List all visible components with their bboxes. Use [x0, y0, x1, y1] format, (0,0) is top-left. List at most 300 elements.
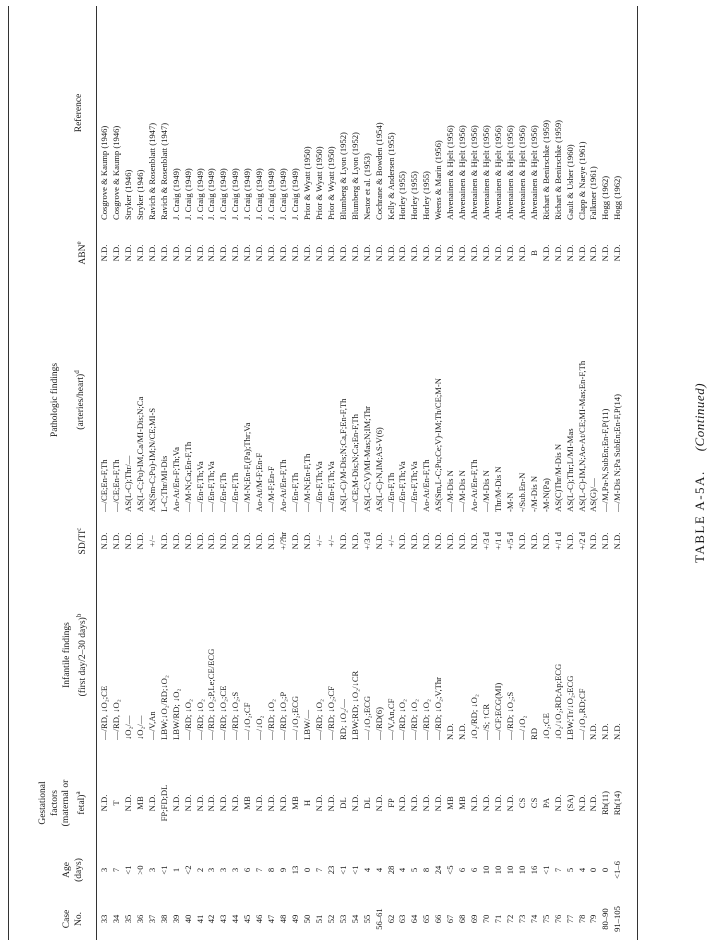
cell-gestational: N.D.	[349, 794, 360, 812]
cell-sdti: N.D.	[588, 532, 599, 550]
cell-gestational: DL	[337, 797, 348, 809]
cell-abn: N.D.	[492, 244, 503, 262]
table-row	[577, 6, 589, 940]
header-gestational: Gestational factors (maternal or fetal)$^a$	[38, 779, 87, 827]
header-infantile: Infantile findings (first day/2–30 days)$^b$	[62, 613, 88, 697]
cell-gestational: MB	[457, 796, 468, 810]
cell-age: 10	[492, 865, 503, 875]
cell-age: 3	[218, 867, 229, 873]
table-row	[242, 6, 254, 940]
cell-sdti: +/−	[385, 534, 396, 548]
cell-case: 48	[278, 914, 289, 924]
table-row	[565, 6, 577, 940]
cell-pathologic: —/En-F,Th	[218, 472, 229, 512]
cell-gestational: N.D.	[182, 794, 193, 812]
cell-reference: Cosgrove & Kaump (1946)	[110, 125, 121, 220]
cell-age: 3	[206, 867, 217, 873]
cell-gestational: DL	[361, 797, 372, 809]
cell-infantile: —/RD(6)	[373, 707, 384, 740]
table-row	[541, 6, 553, 940]
cell-infantile: —/RD; ↓O₂	[409, 699, 420, 740]
cell-reference: Falkmer (1961)	[588, 166, 599, 220]
cell-infantile: —/RD; ↓O₂;CF	[325, 686, 336, 740]
cell-reference: Stryker (1946)	[122, 169, 133, 220]
cell-case: 41	[194, 914, 205, 924]
cell-gestational: N.D.	[373, 794, 384, 812]
cell-pathologic: —/En-F,Th;Va	[325, 461, 336, 512]
cell-gestational: N.D.	[313, 794, 324, 812]
cell-reference: Kelly & Andersen (1955)	[385, 132, 396, 220]
cell-case: 46	[254, 914, 265, 924]
table-row	[517, 6, 529, 940]
cell-case: 43	[218, 914, 229, 924]
cell-infantile: —/↓O₂;ECG	[290, 695, 300, 740]
cell-pathologic: AS(L-C)-IM,N;Ao-At/CE;MI-Mas;En-F,Th	[576, 360, 587, 512]
cell-infantile: —/RD; ↓O₂	[313, 699, 324, 740]
table-row	[481, 6, 493, 940]
cell-infantile: —/RD, ↓O₂	[110, 699, 121, 740]
cell-reference: Ahvenainen & Hjelt (1956)	[457, 125, 468, 220]
cell-age: 23	[325, 865, 336, 875]
table-body	[99, 6, 624, 940]
table-row	[278, 6, 290, 940]
cell-reference: Prior & Wyatt (1950)	[325, 146, 336, 220]
cell-infantile: N.D.	[588, 723, 599, 740]
cell-abn: N.D.	[588, 244, 599, 262]
cell-gestational: Rh(14)	[612, 790, 623, 816]
cell-age: 0	[600, 867, 611, 873]
cell-infantile: —/↓O₂	[516, 715, 527, 740]
cell-gestational: N.D.	[122, 794, 133, 812]
header-age: Age (days)	[62, 858, 84, 882]
table-row	[314, 6, 326, 940]
cell-gestational: N.D.	[481, 794, 491, 812]
cell-abn: B	[528, 250, 539, 256]
cell-infantile: —/CF;ECG(MI)	[492, 682, 503, 740]
cell-gestational: N.D.	[218, 794, 229, 812]
cell-sdti: N.D.	[540, 532, 551, 550]
cell-sdti: N.D.	[182, 532, 193, 550]
cell-pathologic: Ao-At/En-F,Th	[469, 459, 480, 512]
cell-gestational: N.D.	[206, 794, 217, 812]
cell-infantile: LBW/—	[301, 709, 312, 740]
cell-sdti: N.D.	[122, 532, 133, 550]
cell-infantile: —/↓O₂;ECG	[361, 695, 372, 740]
cell-case: 75	[540, 914, 551, 924]
cell-age: 3	[99, 867, 109, 873]
cell-reference: Horley (1955)	[409, 171, 420, 220]
cell-age: 4	[373, 867, 384, 873]
cell-age: 2	[194, 867, 205, 873]
cell-sdti: N.D.	[242, 532, 253, 550]
cell-gestational: MB	[242, 796, 253, 810]
cell-sdti: N.D.	[301, 532, 312, 550]
cell-reference: J. Craig (1949)	[254, 168, 265, 220]
cell-gestational: PA	[540, 797, 551, 809]
cell-pathologic: —/M-Dis N	[457, 470, 468, 512]
cell-abn: N.D.	[325, 244, 336, 262]
table-row	[218, 6, 230, 940]
header-reference: Reference	[74, 93, 84, 133]
cell-reference: Blumberg & Lyon (1952)	[349, 132, 360, 220]
cell-age: 8	[266, 867, 277, 873]
cell-infantile: ↓O₂/—	[122, 715, 133, 740]
cell-reference: Cosgrove & Kaump (1946)	[99, 125, 109, 220]
table-row	[457, 6, 469, 940]
cell-gestational: MB	[445, 796, 456, 810]
cell-infantile: —/RD; ↓O₂;S	[504, 691, 515, 740]
cell-case: 38	[158, 914, 169, 924]
cell-age: 16	[528, 865, 539, 875]
cell-reference: Horley (1955)	[421, 171, 432, 220]
cell-gestational: Rh(11)	[600, 790, 611, 816]
cell-pathologic: —/M-F;En-F	[266, 466, 277, 512]
cell-case: 70	[481, 914, 491, 924]
cell-sdti: N.D.	[373, 532, 384, 550]
cell-pathologic: AS(C)Thr/M-Dis N	[552, 443, 563, 512]
cell-infantile: —/V,An,CF	[385, 698, 396, 740]
cell-age: 4	[361, 867, 372, 873]
cell-infantile: —/↓O₂,RD;CF	[576, 688, 587, 740]
cell-abn: N.D.	[540, 244, 551, 262]
table-row	[195, 6, 207, 940]
cell-sdti: N.D.	[266, 532, 277, 550]
cell-reference: Ahvenainen & Hjelt (1956)	[445, 125, 456, 220]
cell-sdti: N.D.	[349, 532, 360, 550]
cell-infantile: —/↓O₂;CF	[242, 702, 253, 740]
cell-pathologic: Ao-At/En-F;Th;Va	[170, 447, 181, 512]
cell-sdti: N.D.	[457, 532, 468, 550]
cell-abn: N.D.	[230, 244, 241, 262]
cell-age: 10	[516, 865, 527, 875]
cell-abn: N.D.	[433, 244, 444, 262]
cell-age: 6	[469, 867, 480, 873]
cell-pathologic: AS(L-C)/M-Dis;N;Ca,F;En-F,Th	[337, 398, 348, 512]
cell-age: 5	[409, 867, 420, 873]
cell-age: <1	[122, 865, 133, 875]
cell-infantile: N.D.	[612, 723, 623, 740]
cell-abn: N.D.	[194, 244, 205, 262]
cell-abn: N.D.	[397, 244, 408, 262]
cell-age: 0	[301, 867, 312, 873]
cell-abn: N.D.	[576, 244, 587, 262]
cell-abn: N.D.	[469, 244, 480, 262]
cell-reference: Ravich & Rosenblatt (1947)	[146, 122, 157, 220]
cell-abn: N.D.	[99, 244, 109, 262]
cell-pathologic: AS(L-C)-N,IM;AS-V(6)	[373, 427, 384, 512]
table-row	[302, 6, 314, 940]
cell-pathologic: —/En-F,Th;Va	[409, 461, 420, 512]
cell-gestational: N.D.	[409, 794, 420, 812]
cell-infantile: —/RD; ↓O₂;S	[230, 691, 241, 740]
cell-reference: Hogg (1962)	[600, 175, 611, 220]
table-row	[505, 6, 517, 940]
cell-age: 4	[397, 867, 408, 873]
cell-pathologic: AS(L-C);Thr/—	[122, 455, 133, 512]
cell-age: 4	[576, 867, 587, 873]
cell-abn: N.D.	[445, 244, 456, 262]
cell-case: 63	[397, 914, 408, 924]
cell-reference: J. Craig (1949)	[266, 168, 277, 220]
cell-pathologic: -M-N(Pa)	[540, 478, 551, 512]
table-row	[362, 6, 374, 940]
cell-abn: N.D.	[206, 244, 217, 262]
cell-abn: N.D.	[385, 244, 396, 262]
cell-case: 39	[170, 914, 181, 924]
table-row	[206, 6, 218, 940]
cell-infantile: LBW;↓O₂/RD;↓O₂	[158, 675, 169, 740]
cell-gestational: N.D.	[552, 794, 563, 812]
cell-sdti: +/−	[313, 534, 324, 548]
cell-sdti: N.D.	[528, 532, 539, 550]
cell-gestational: N.D.	[278, 794, 289, 812]
cell-abn: N.D.	[266, 244, 277, 262]
cell-abn: N.D.	[146, 244, 157, 262]
cell-age: <1	[349, 865, 360, 875]
cell-gestational: N.D.	[146, 794, 157, 812]
cell-age: <1–6	[612, 861, 623, 879]
cell-pathologic: —/En-F,Th	[230, 472, 241, 512]
cell-case: 79	[588, 914, 599, 924]
cell-age: >0	[134, 865, 145, 875]
cell-reference: Gault & Usher (1960)	[564, 144, 575, 220]
cell-abn: N.D.	[337, 244, 348, 262]
cell-case: 68	[457, 914, 468, 924]
cell-pathologic: —/CE;En-F,Th	[99, 459, 109, 512]
cell-abn: N.D.	[612, 244, 623, 262]
cell-sdti: N.D.	[612, 532, 623, 550]
cell-case: 54	[349, 914, 360, 924]
cell-gestational: T	[110, 800, 121, 806]
cell-reference: Ahvenainen & Hjelt (1956)	[469, 125, 480, 220]
cell-reference: Nestor et al. (1953)	[361, 153, 372, 220]
cell-reference: J. Craig (1949)	[170, 168, 181, 220]
cell-sdti: +/2 d	[576, 532, 587, 550]
table-row	[409, 6, 421, 940]
cell-reference: Prior & Wyatt (1950)	[301, 146, 312, 220]
cell-reference: J. Craig (1949)	[182, 168, 193, 220]
cell-gestational: CS	[516, 797, 527, 809]
cell-abn: N.D.	[290, 244, 300, 262]
cell-age: 5	[564, 867, 575, 873]
cell-abn: N.D.	[457, 244, 468, 262]
cell-abn: N.D.	[158, 244, 169, 262]
table-row	[123, 6, 135, 940]
cell-gestational: N.D.	[325, 794, 336, 812]
cell-age: 24	[433, 865, 444, 875]
cell-reference: Clapp & Naeye (1961)	[576, 141, 587, 220]
table-row	[111, 6, 123, 940]
cell-age: 0	[588, 867, 599, 873]
cell-gestational: H	[301, 799, 312, 807]
cell-age: 3	[146, 867, 157, 873]
cell-sdti: N.D.	[445, 532, 456, 550]
cell-reference: J. Craig (1949)	[218, 168, 229, 220]
cell-sdti: +/5 d	[504, 532, 515, 550]
table-row	[147, 6, 159, 940]
cell-pathologic: —/M-Dis N	[481, 470, 491, 512]
cell-gestational: N.D.	[588, 794, 599, 812]
cell-age: 6	[242, 867, 253, 873]
cell-case: 62	[385, 914, 396, 924]
cell-case: 53	[337, 914, 348, 924]
table-row	[266, 6, 278, 940]
cell-case: 67	[445, 914, 456, 924]
cell-pathologic: —/M,Pa-N,SubEn;En-F,P(11)	[600, 408, 611, 512]
cell-case: 40	[182, 914, 193, 924]
cell-gestational: FP	[385, 798, 396, 808]
cell-gestational: N.D.	[469, 794, 480, 812]
cell-pathologic: -/M-Dis N	[528, 475, 539, 512]
cell-gestational: N.D.	[230, 794, 241, 812]
cell-sdti: N.D.	[290, 532, 300, 550]
table-row	[254, 6, 266, 940]
cell-abn: N.D.	[409, 244, 420, 262]
cell-sdti: N.D.	[516, 532, 527, 550]
cell-abn: N.D.	[170, 244, 181, 262]
cell-sdti: N.D.	[421, 532, 432, 550]
cell-gestational: MB	[290, 796, 300, 810]
cell-reference: Ahvenainen & Hjelt (1956)	[516, 125, 527, 220]
cell-pathologic: AS(L-C;Pu)-IM,Ca/MI-Dis;N;Ca	[134, 396, 145, 512]
cell-case: 71	[492, 914, 503, 924]
cell-sdti: N.D.	[158, 532, 169, 550]
table-row	[350, 6, 362, 940]
cell-pathologic: —/M-N;En-F,Th	[301, 453, 312, 512]
cell-reference: J. Craig (1949)	[230, 168, 241, 220]
cell-infantile: —/RD; ↓O₂;P,Le;CE/ECG	[206, 648, 217, 740]
cell-case: 34	[110, 914, 121, 924]
cell-abn: N.D.	[134, 244, 145, 262]
cell-case: 37	[146, 914, 157, 924]
cell-pathologic: Ao-At/M-F;En-F	[254, 452, 265, 512]
cell-case: 42	[206, 914, 217, 924]
cell-sdti: N.D.	[254, 532, 265, 550]
cell-infantile: —/RD; ↓O₂	[421, 699, 432, 740]
cell-case: 35	[122, 914, 133, 924]
cell-case: 49	[290, 914, 300, 924]
cell-abn: N.D.	[122, 244, 133, 262]
cell-reference: J. Craig (1949)	[242, 168, 253, 220]
cell-reference: Blumberg & Lyon (1952)	[337, 132, 348, 220]
cell-abn: N.D.	[349, 244, 360, 262]
cell-infantile: ↓O₂;CE	[540, 713, 551, 740]
cell-abn: N.D.	[421, 244, 432, 262]
cell-age: <5	[445, 865, 456, 875]
cell-infantile: RD; ↓O₂/—	[337, 699, 348, 740]
cell-case: 56–61	[373, 908, 384, 930]
cell-pathologic: —/M-N;Ca;En-F,Th	[182, 441, 193, 512]
cell-infantile: ↓O₂/↓O₂;RD;Ap;ECG	[552, 663, 563, 740]
cell-case: 64	[409, 914, 420, 924]
cell-reference: Cochrane & Bowden (1954)	[373, 122, 384, 220]
cell-sdti: N.D.	[218, 532, 229, 550]
cell-age: <1	[158, 865, 169, 875]
cell-reference: Ahvenainen & Hjelt (1956)	[504, 125, 515, 220]
cell-case: 44	[230, 914, 241, 924]
cell-abn: N.D.	[481, 244, 491, 262]
cell-reference: Weens & Marin (1956)	[433, 140, 444, 220]
cell-pathologic: Ao-At/En-F,Th	[421, 459, 432, 512]
cell-age: <2	[182, 865, 193, 875]
cell-sdti: N.D.	[206, 532, 217, 550]
cell-abn: N.D.	[182, 244, 193, 262]
cell-abn: N.D.	[110, 244, 121, 262]
cell-abn: N.D.	[278, 244, 289, 262]
caption-label: TABLE A-5A.	[692, 470, 707, 564]
cell-sdti: N.D.	[170, 532, 181, 550]
cell-abn: N.D.	[600, 244, 611, 262]
cell-case: 55	[361, 914, 372, 924]
table-page	[0, 6, 725, 940]
cell-case: 51	[313, 914, 324, 924]
table-row	[183, 6, 195, 940]
table-row	[445, 6, 457, 940]
cell-abn: N.D.	[564, 244, 575, 262]
cell-age: 1	[170, 867, 181, 873]
cell-case: 50	[301, 914, 312, 924]
cell-sdti: N.D.	[134, 532, 145, 550]
bottom-rule	[637, 6, 638, 940]
cell-pathologic: AS(G)/—	[588, 478, 599, 512]
cell-reference: J. Craig (1949)	[290, 168, 300, 220]
table-row	[397, 6, 409, 940]
cell-reference: Stryker (1946)	[134, 169, 145, 220]
cell-infantile: —/RD; ↓O₂;CE	[218, 685, 229, 740]
cell-pathologic: —/En-F,Th	[385, 472, 396, 512]
cell-case: 45	[242, 914, 253, 924]
cell-abn: N.D.	[313, 244, 324, 262]
cell-pathologic: —/En-F,Th;Va	[194, 461, 205, 512]
cell-sdti: N.D.	[99, 532, 109, 550]
cell-infantile: —/RD; ↓O₂	[397, 699, 408, 740]
cell-infantile: N.D.	[457, 723, 468, 740]
table-row	[290, 6, 302, 940]
cell-abn: N.D.	[242, 244, 253, 262]
cell-gestational: (SA)	[564, 794, 575, 812]
cell-sdti: +/−	[325, 534, 336, 548]
cell-age: <1	[337, 865, 348, 875]
cell-sdti: N.D.	[433, 532, 444, 550]
caption-continued: (Continued)	[692, 382, 707, 452]
cell-sdti: N.D.	[600, 532, 611, 550]
cell-sdti: N.D.	[110, 532, 121, 550]
cell-gestational: N.D.	[194, 794, 205, 812]
cell-age: 7	[110, 867, 121, 873]
cell-sdti: N.D.	[409, 532, 420, 550]
cell-gestational: N.D.	[266, 794, 277, 812]
cell-gestational: CS	[528, 797, 539, 809]
cell-sdti: N.D.	[564, 532, 575, 550]
cell-gestational: N.D.	[433, 794, 444, 812]
cell-pathologic: —/CE;M-Dis;N;Ca;En-F,Th	[349, 414, 360, 512]
cell-abn: N.D.	[552, 244, 563, 262]
cell-sdti: +/3 d	[481, 532, 491, 550]
cell-case: 36	[134, 914, 145, 924]
cell-sdti: N.D.	[469, 532, 480, 550]
table-row	[374, 6, 386, 940]
cell-gestational: N.D.	[504, 794, 515, 812]
cell-reference: Ravich & Rosenblatt (1947)	[158, 122, 169, 220]
cell-infantile: —/RD; ↓O₂	[266, 699, 277, 740]
table-row	[612, 6, 624, 940]
cell-gestational: N.D.	[99, 794, 109, 812]
table-row	[433, 6, 445, 940]
cell-case: 80–90	[600, 908, 611, 930]
table-row	[588, 6, 600, 940]
cell-age: 28	[385, 865, 396, 875]
cell-pathologic: AS(L-C);Thr;L/MI-Mas	[564, 428, 575, 512]
